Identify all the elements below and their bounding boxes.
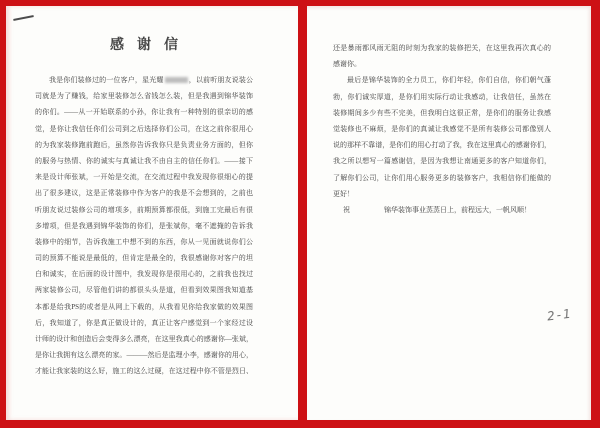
letter-line: 出了很多建议，这是正常装修中作为客户的我是不会想到的，之前也 (35, 189, 253, 198)
letter-line: 两家装修公司，尽管他们讲的都很头头是道，但看到效果图我知道基 (35, 286, 253, 295)
letter-line: 才能让我家装的这么好，施工的这么过硬，在这过程中你不管是烈日、 (35, 367, 253, 376)
right-page (307, 6, 591, 420)
letter-line: 说的那样不靠谱，是你们的用心打动了我，我在这里真心的感谢你们， (333, 141, 551, 150)
letter-line: 后，我知道了，你是真正做设计的，真正让客户感觉到一个家经过设 (35, 318, 253, 327)
letter-line: 感谢你。 (333, 60, 361, 69)
letter-line: 司就是为了赚钱，给家里装修怎么省钱怎么装，但是我遇到锦华装饰 (35, 92, 253, 101)
salutation: 祝 (343, 205, 350, 214)
letter-line: 更好！ (333, 189, 354, 198)
letter-line: 装修期间多少有些不完美，但我明白这很正常，是你们的服务让我感 (333, 108, 551, 117)
letter-line: 司的预算不能说是最低的，但肯定是最全的，我很感谢你对客户的坦 (35, 254, 253, 263)
pen-stroke-mark (13, 15, 34, 21)
letter-body-right (333, 40, 551, 218)
letter-line: 勃，你们诚实厚道，是你们用实际行动让我感动，让我信任，虽然在 (333, 92, 551, 101)
letter-line: 装修中的细节，告诉我施工中想不到的东西，你从一见面就说你们公 (35, 237, 253, 246)
left-page (6, 6, 298, 420)
letter-line: 听朋友说过装修公司的增项多，前期预算都很低，到施工完最后有很 (35, 205, 253, 214)
letter-line: 多增项，但是我遇到锦华装饰的你们，是张斌你，毫不遮掩的告诉我 (35, 221, 253, 230)
line-text: 我是你们装修过的一位客户，星光耀 (49, 76, 164, 84)
letter-line: 还是暴雨都风雨无阻的时刻为我家的装修把关，在这里我再次真心的 (333, 44, 551, 52)
handwritten-page-number: 2-1 (546, 306, 574, 324)
letter-line: 来是设计师张斌，一开始是交流，在交流过程中我发现你很细心的提 (35, 173, 253, 182)
redacted-text (165, 77, 188, 83)
letter-line: 我之所以想写一篇感谢信，是因为我想让南通更多的客户知道你们， (333, 157, 551, 166)
letter-line: 最后是锦华装饰的全力员工，你们年轻，你们自信，你们朝气蓬 (347, 76, 551, 85)
line-text: ，以前听朋友说装公 (188, 76, 254, 84)
letter-line: 本都是给我PS的或者是从网上下载的，从我看见你给我家做的效果图 (35, 302, 253, 311)
letter-line: 是你让我拥有这么漂亮的家。———然后是监理小李，感谢你的用心， (35, 351, 253, 360)
letter-line: 觉，是你让我信任你们公司到之后选择你们公司，在这之前你很用心 (35, 124, 253, 133)
letter-body-left (35, 72, 253, 380)
letter-title: 感谢信 (110, 38, 191, 53)
letter-line: 觉装修也不麻烦，是你们的真诚让我感觉不是所有装修公司都像别人 (333, 124, 551, 133)
closing-wish: 锦华装饰事业蒸蒸日上，前程远大，一帆风顺！ (384, 205, 531, 214)
letter-line: 的服务与热情、你的诚实与真诚让我不由自主的信任你们。——接下 (35, 156, 253, 165)
closing-line (333, 202, 551, 218)
letter-line: 了解你们公司，让你们用心服务更多的装修客户，我相信你们能做的 (333, 173, 551, 182)
letter-line: 白和诚实，在后面的设计图中，我发现你是很用心的，之前我也找过 (35, 270, 253, 279)
letter-line (35, 72, 253, 88)
letter-line: 计师的设计和创造后会变得多么漂亮，在这里我真心的感谢你—张斌， (35, 335, 253, 343)
letter-line: 的你们。——从一开始联系的小孙，你让我有一种特别的很亲切的感 (35, 108, 253, 117)
letter-line: 的为我家装修跑前跑后，虽然你告诉我你只是负责业务方面的，但你 (35, 140, 253, 149)
